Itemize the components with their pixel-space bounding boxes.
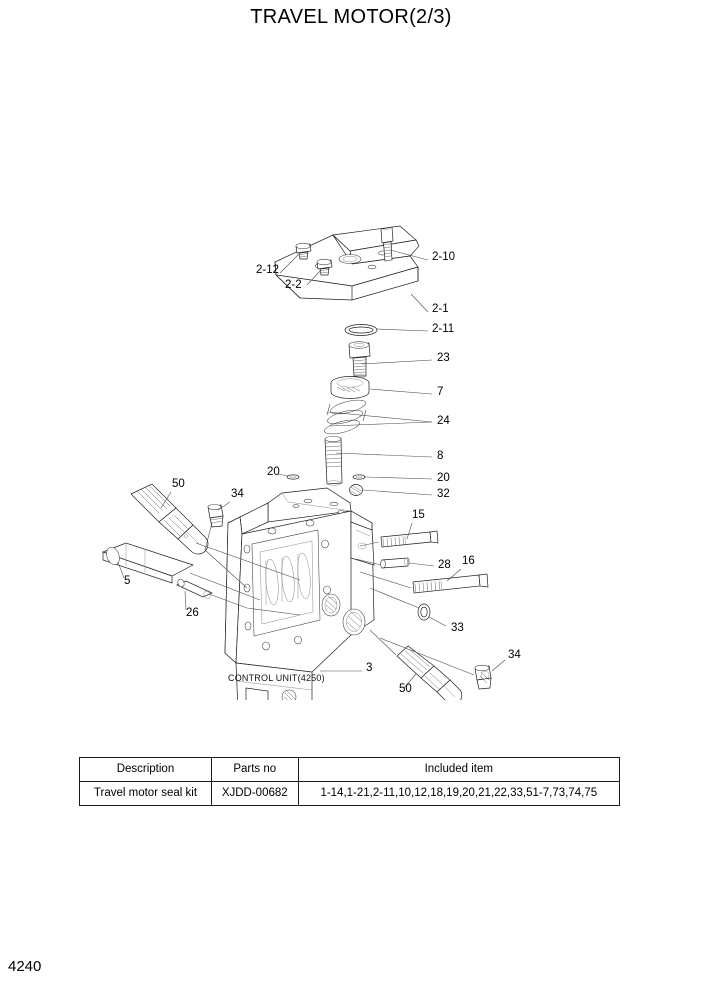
- part-34-plug-upper: [208, 504, 223, 527]
- callout-label-3: 3: [366, 662, 373, 674]
- part-16-bolt: [413, 574, 488, 593]
- part-20-washer-left: [287, 475, 299, 479]
- callout-label-15: 15: [412, 509, 425, 521]
- part-8-pin: [325, 436, 342, 485]
- callout-label-50: 50: [399, 683, 412, 695]
- part-15-bolt: [381, 531, 438, 547]
- callout-label-23: 23: [437, 352, 450, 364]
- part-32-plug: [350, 485, 363, 496]
- page-number: 4240: [8, 958, 42, 975]
- callout-label-34: 34: [231, 488, 244, 500]
- callout-label-2-11: 2-11: [432, 323, 455, 335]
- cell-included-item: 1-14,1-21,2-11,10,12,18,19,20,21,22,33,51-7,73,74,75: [298, 782, 619, 806]
- callout-label-34: 34: [508, 649, 521, 661]
- part-23-screw: [349, 342, 370, 378]
- parts-table: [79, 757, 620, 806]
- diagram-svg: [0, 60, 702, 700]
- callout-label-50: 50: [172, 478, 185, 490]
- figure-caption: CONTROL UNIT(4250): [228, 673, 325, 683]
- callout-label-24: 24: [437, 415, 450, 427]
- column-header-included-item: Included item: [298, 758, 619, 782]
- part-3-control-unit-body: [225, 488, 374, 700]
- part-24-spring: [323, 397, 367, 436]
- callout-label-2-12: 2-12: [256, 264, 280, 276]
- callout-label-5: 5: [124, 575, 131, 587]
- part-5-sleeve: [103, 543, 193, 583]
- callout-label-2-10: 2-10: [432, 251, 456, 263]
- part-20-washer-right: [353, 475, 365, 479]
- callout-label-20: 20: [437, 472, 450, 484]
- callout-label-33: 33: [451, 622, 464, 634]
- callout-label-20: 20: [267, 466, 280, 478]
- callout-label-2-2: 2-2: [285, 279, 302, 291]
- callout-label-28: 28: [438, 559, 451, 571]
- callout-label-32: 32: [437, 488, 450, 500]
- page-title: TRAVEL MOTOR(2/3): [250, 6, 452, 28]
- exploded-parts-diagram: [0, 60, 702, 700]
- part-2-11-oring: [345, 325, 377, 336]
- callout-label-26: 26: [186, 607, 199, 619]
- cell-description: Travel motor seal kit: [80, 782, 212, 806]
- table-row: [80, 782, 620, 806]
- table-header-row: [80, 758, 620, 782]
- part-28-pin: [381, 558, 410, 568]
- callout-label-8: 8: [437, 450, 444, 462]
- part-26-pin: [177, 578, 212, 600]
- callout-label-2-1: 2-1: [432, 303, 449, 315]
- part-7-spacer: [331, 377, 369, 399]
- column-header-description: Description: [80, 758, 212, 782]
- callout-label-7: 7: [437, 386, 444, 398]
- part-34-plug-lower: [475, 665, 491, 689]
- parts-table-container: [79, 757, 620, 806]
- part-33-oring: [418, 604, 430, 620]
- callout-label-16: 16: [462, 555, 475, 567]
- cell-parts-no: XJDD-00682: [211, 782, 298, 806]
- column-header-parts-no: Parts no: [211, 758, 298, 782]
